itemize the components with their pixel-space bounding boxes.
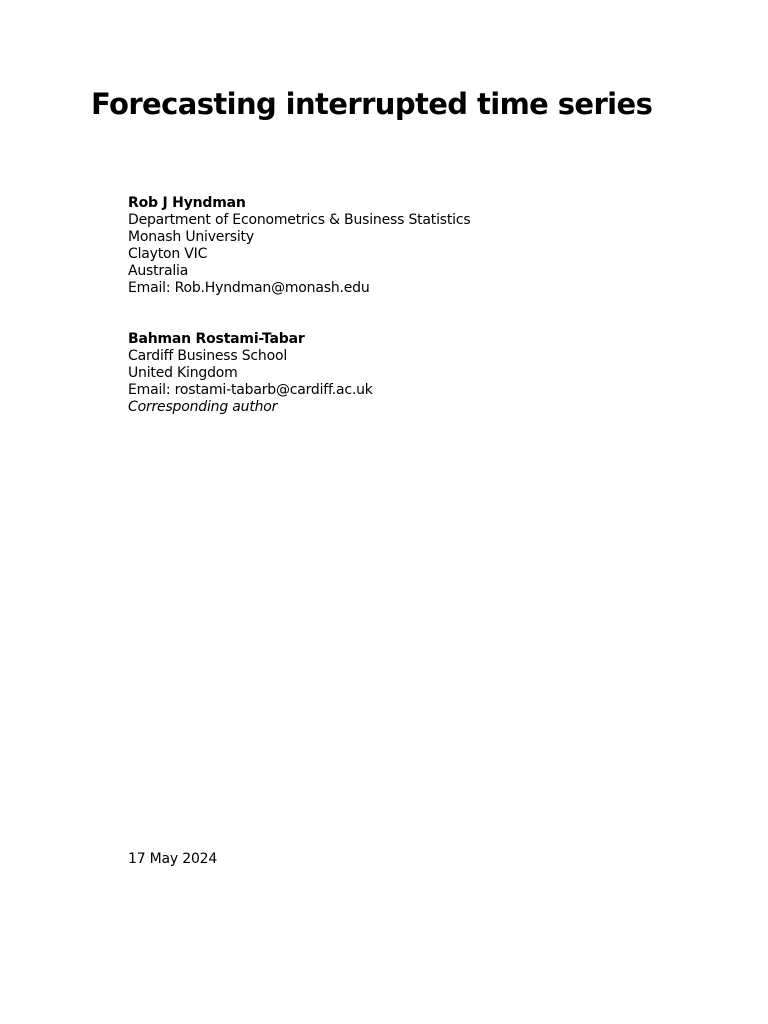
author-institution: Cardiff Business School: [128, 348, 288, 364]
paper-title: Forecasting interrupted time series: [91, 87, 653, 121]
author-email: Email: rostami-tabarb@cardiff.ac.uk: [128, 382, 373, 398]
author-email: Email: Rob.Hyndman@monash.edu: [128, 280, 370, 296]
author-name: Rob J Hyndman: [128, 195, 246, 211]
author-role: Corresponding author: [128, 399, 278, 415]
author-city: Clayton VIC: [128, 246, 208, 262]
author-institution: Monash University: [128, 229, 254, 245]
publication-date: 17 May 2024: [128, 851, 218, 867]
author-country: United Kingdom: [128, 365, 238, 381]
author-country: Australia: [128, 263, 189, 279]
author-block-rostami-tabar: [128, 331, 373, 416]
author-name: Bahman Rostami-Tabar: [128, 331, 305, 347]
author-block-hyndman: [128, 195, 470, 297]
author-department: Department of Econometrics & Business Statistics: [128, 212, 471, 228]
